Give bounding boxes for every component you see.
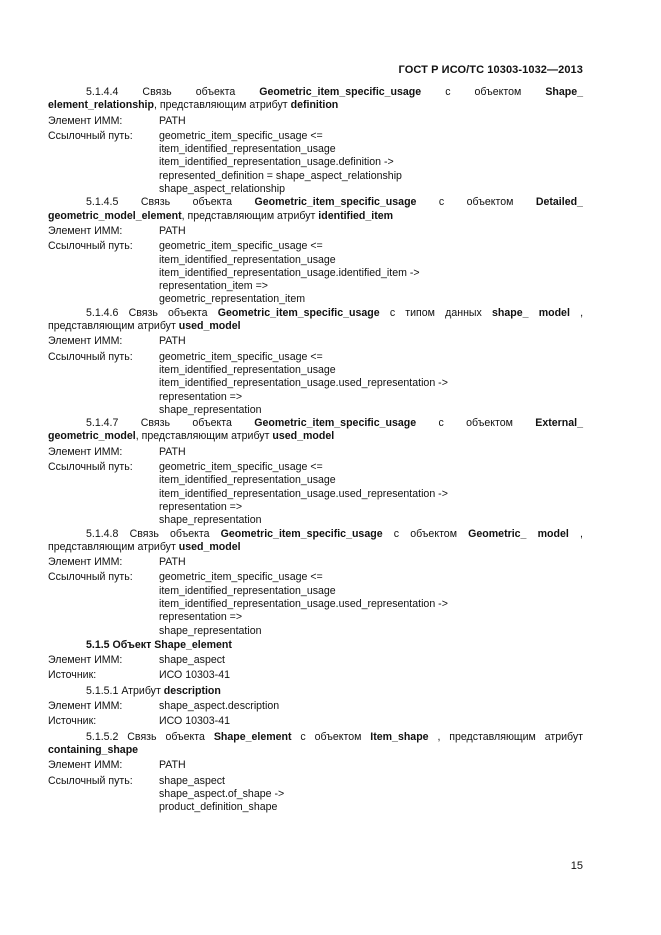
paragraph-text: с	[438, 417, 444, 430]
source-row	[48, 669, 583, 682]
relationship-paragraph	[48, 86, 583, 113]
paragraph-second-line	[48, 320, 583, 333]
reference-path-line: shape_aspect	[159, 774, 225, 787]
attribute-name: definition	[290, 99, 339, 112]
reference-path-label: Ссылочный путь:	[48, 240, 133, 253]
reference-path-line: geometric_representation_item	[159, 293, 306, 306]
reference-path-line: item_identified_representation_usage	[159, 253, 336, 266]
relationship-sections	[48, 86, 583, 638]
paragraph-text: объекта	[195, 86, 236, 98]
relationship-paragraph	[48, 528, 583, 555]
paragraph-text: ,	[437, 730, 441, 743]
paragraph-text: с	[445, 86, 451, 98]
reference-path-line: item_identified_representation_usage	[159, 474, 336, 487]
reference-path-value	[159, 461, 583, 527]
reference-path-line: representation =>	[159, 390, 243, 403]
clause-number: 5.1.4.5	[86, 196, 119, 209]
reference-path-value	[159, 351, 583, 417]
clause-number: 5.1.4.4	[86, 86, 119, 98]
reference-path-label: Ссылочный путь:	[48, 129, 133, 142]
paragraph-text: объектом	[474, 86, 522, 98]
attribute-heading-name: description	[163, 684, 221, 697]
entity-name: model	[538, 306, 570, 319]
imm-element-label: Элемент ИММ:	[48, 556, 123, 569]
attribute-name: used_model	[178, 540, 241, 553]
clause-number: 5.1.4.7	[86, 417, 119, 430]
imm-element-label: Элемент ИММ:	[48, 114, 123, 127]
object-heading: 5.1.5 Объект Shape_element	[86, 638, 232, 651]
imm-element-label: Элемент ИММ:	[48, 700, 123, 713]
imm-element-row	[48, 335, 583, 348]
paragraph-text: представляющим атрибут	[48, 540, 179, 553]
paragraph-text: типом	[405, 306, 435, 319]
paragraph-text: Связь	[140, 417, 171, 430]
attribute-name: geometric_model_element	[48, 209, 182, 222]
relationship-paragraph	[48, 731, 583, 758]
paragraph-text: представляющим	[449, 730, 536, 743]
reference-path-line: representation =>	[159, 611, 243, 624]
imm-element-label: Элемент ИММ:	[48, 335, 123, 348]
paragraph-text: объекта	[165, 730, 205, 743]
entity-name: Shape_	[545, 86, 583, 98]
paragraph-text: атрибут	[544, 730, 584, 743]
paragraph-text: с	[389, 306, 396, 319]
paragraph-text: объекта	[168, 306, 208, 319]
paragraph-text: с	[438, 196, 445, 209]
reference-path-line: geometric_item_specific_usage <=	[159, 240, 323, 253]
imm-element-row	[48, 556, 583, 569]
reference-path-value	[159, 775, 583, 815]
reference-path-line: representation_item =>	[159, 280, 268, 293]
paragraph-second-line	[48, 430, 583, 443]
reference-path-line: shape_aspect.of_shape ->	[159, 787, 285, 800]
attribute-section	[48, 683, 583, 729]
source-label: Источник:	[48, 669, 97, 682]
paragraph-second-line	[48, 744, 583, 757]
reference-path-label: Ссылочный путь:	[48, 774, 133, 787]
paragraph-text: с	[393, 527, 400, 540]
reference-path-line: represented_definition = shape_aspect_relationship	[159, 169, 402, 182]
paragraph-text: с	[300, 730, 306, 743]
reference-path-value	[159, 130, 583, 196]
imm-element-label: Элемент ИММ:	[48, 445, 123, 458]
paragraph-text: объекта	[192, 417, 232, 430]
reference-path-row	[48, 351, 583, 417]
paragraph-text: ,	[579, 527, 583, 540]
paragraph-text: объектом	[314, 730, 362, 743]
imm-element-value: PATH	[159, 335, 186, 348]
paragraph-first-line	[48, 86, 583, 99]
attribute-relationship-section	[48, 729, 583, 815]
imm-element-row	[48, 225, 583, 238]
imm-element-label: Элемент ИММ:	[48, 224, 123, 237]
imm-element-label: Элемент ИММ:	[48, 759, 123, 772]
entity-name: Detailed_	[535, 196, 583, 209]
entity-name: Geometric_item_specific_usage	[254, 196, 417, 209]
relationship-paragraph	[48, 307, 583, 334]
entity-name: Geometric_item_specific_usage	[259, 86, 422, 98]
paragraph-first-line	[48, 731, 583, 744]
paragraph-text: Связь	[127, 730, 157, 743]
entity-name: model	[537, 527, 569, 540]
reference-path-line: geometric_item_specific_usage <=	[159, 571, 323, 584]
source-value: ИСО 10303-41	[159, 715, 230, 728]
paragraph-text: , представляющим атрибут	[135, 430, 273, 443]
paragraph-text: , представляющим атрибут	[153, 99, 291, 112]
clause-number: 5.1.4.8	[86, 527, 119, 540]
relationship-section	[48, 417, 583, 527]
attribute-name: element_relationship	[48, 99, 154, 112]
entity-name: Shape_element	[213, 730, 292, 743]
paragraph-first-line	[48, 528, 583, 541]
entity-name: shape_	[492, 306, 529, 319]
imm-element-row	[48, 759, 583, 772]
paragraph-text: данных	[445, 306, 482, 319]
entity-name: Geometric_	[468, 527, 527, 540]
imm-element-row	[48, 446, 583, 459]
paragraph-second-line	[48, 99, 583, 112]
paragraph-text: объектом	[466, 417, 513, 430]
paragraph-text: Связь	[142, 86, 172, 98]
reference-path-line: product_definition_shape	[159, 801, 278, 814]
reference-path-line: item_identified_representation_usage.definition ->	[159, 156, 394, 169]
paragraph-text: , представляющим атрибут	[181, 209, 319, 222]
imm-element-value: PATH	[159, 224, 186, 237]
paragraph-first-line	[48, 196, 583, 209]
reference-path-line: item_identified_representation_usage.identified_item ->	[159, 266, 420, 279]
reference-path-line: item_identified_representation_usage.used_representation ->	[159, 487, 448, 500]
source-label: Источник:	[48, 715, 97, 728]
reference-path-line: geometric_item_specific_usage <=	[159, 350, 323, 363]
entity-name: Item_shape	[370, 730, 429, 743]
reference-path-row	[48, 461, 583, 527]
paragraph-text: объекта	[170, 527, 210, 540]
reference-path-line: shape_representation	[159, 514, 262, 527]
relationship-section	[48, 196, 583, 306]
reference-path-line: representation =>	[159, 500, 243, 513]
paragraph-text: Связь	[140, 196, 171, 209]
clause-number: 5.1.5.2	[86, 730, 119, 743]
paragraph-text: ,	[580, 306, 584, 319]
paragraph-text: Связь	[129, 527, 159, 540]
imm-element-value: PATH	[159, 114, 186, 127]
relationship-section	[48, 307, 583, 417]
entity-name: Geometric_item_specific_usage	[217, 306, 380, 319]
imm-element-row	[48, 654, 583, 667]
imm-element-row	[48, 700, 583, 713]
attribute-heading	[48, 685, 583, 698]
relationship-section	[48, 86, 583, 196]
attribute-name: geometric_model	[48, 430, 136, 443]
paragraph-text: объектом	[466, 196, 514, 209]
paragraph-first-line	[48, 307, 583, 320]
relationship-paragraph	[48, 417, 583, 444]
reference-path-line: shape_aspect_relationship	[159, 183, 286, 196]
reference-path-row	[48, 240, 583, 306]
paragraph-second-line	[48, 541, 583, 554]
imm-element-value: PATH	[159, 556, 186, 569]
reference-path-line: geometric_item_specific_usage <=	[159, 129, 323, 142]
attribute-name: used_model	[178, 320, 241, 333]
reference-path-line: geometric_item_specific_usage <=	[159, 461, 323, 474]
paragraph-text: представляющим атрибут	[48, 320, 179, 333]
attribute-name: identified_item	[318, 209, 394, 222]
source-row	[48, 715, 583, 728]
standard-header: ГОСТ Р ИСО/ТС 10303-1032—2013	[398, 64, 583, 76]
entity-name: Geometric_item_specific_usage	[220, 527, 383, 540]
source-value: ИСО 10303-41	[159, 669, 230, 682]
imm-element-value: PATH	[159, 759, 186, 772]
attribute-name: containing_shape	[48, 743, 139, 756]
entity-name: External_	[535, 417, 583, 430]
paragraph-text: Связь	[128, 306, 158, 319]
imm-element-label: Элемент ИММ:	[48, 654, 123, 667]
paragraph-second-line	[48, 210, 583, 223]
paragraph-first-line	[48, 417, 583, 430]
reference-path-label: Ссылочный путь:	[48, 571, 133, 584]
paragraph-text: объекта	[192, 196, 233, 209]
paragraph-text: объектом	[410, 527, 457, 540]
reference-path-line: item_identified_representation_usage.used_representation ->	[159, 597, 448, 610]
reference-path-line: item_identified_representation_usage	[159, 363, 336, 376]
reference-path-row	[48, 130, 583, 196]
reference-path-row	[48, 571, 583, 637]
reference-path-label: Ссылочный путь:	[48, 350, 133, 363]
page-number: 15	[570, 860, 583, 872]
relationship-paragraph	[48, 196, 583, 223]
reference-path-line: item_identified_representation_usage.used_representation ->	[159, 377, 448, 390]
reference-path-row	[48, 775, 583, 815]
reference-path-line: shape_representation	[159, 624, 262, 637]
page-content	[48, 86, 583, 814]
reference-path-line: item_identified_representation_usage	[159, 584, 336, 597]
relationship-section	[48, 528, 583, 638]
object-section	[48, 639, 583, 683]
reference-path-label: Ссылочный путь:	[48, 461, 133, 474]
reference-path-value	[159, 571, 583, 637]
clause-number: 5.1.4.6	[86, 306, 119, 319]
imm-element-row	[48, 115, 583, 128]
reference-path-line: item_identified_representation_usage	[159, 143, 336, 156]
attribute-heading-prefix: 5.1.5.1 Атрибут	[86, 684, 164, 697]
reference-path-value	[159, 240, 583, 306]
imm-element-value: shape_aspect.description	[159, 700, 280, 713]
imm-element-value: shape_aspect	[159, 654, 225, 667]
reference-path-line: shape_representation	[159, 403, 262, 416]
entity-name: Geometric_item_specific_usage	[254, 417, 417, 430]
attribute-name: used_model	[272, 430, 335, 443]
imm-element-value: PATH	[159, 445, 186, 458]
